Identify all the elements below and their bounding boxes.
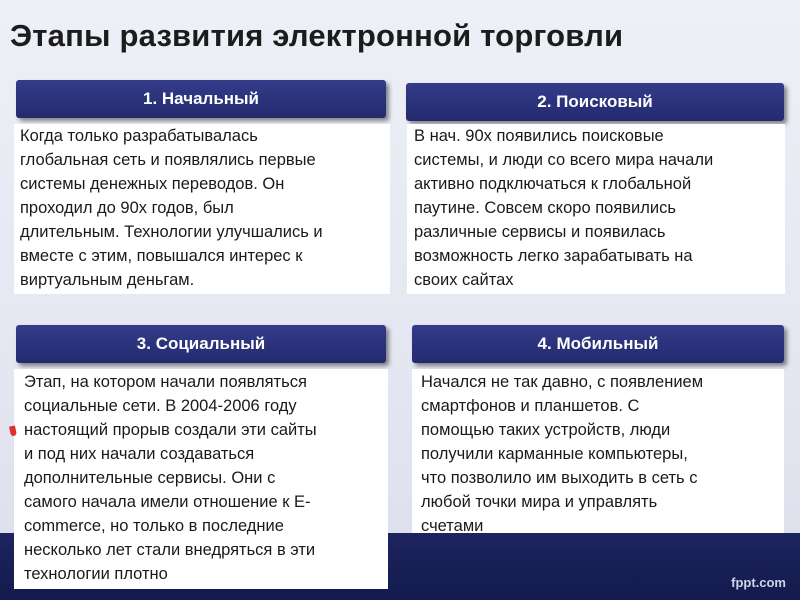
stage-4-text: Начался не так давно, с появлением смартфонов и планшетов. С помощью таких устройств, люди получили карманные компьютеры, что позволило им выходить в сеть с любой точки мира и управлять счетами (412, 369, 784, 533)
stage-3-text: Этап, на котором начали появляться социальные сети. В 2004-2006 году настоящий прорыв создали эти сайты и под них начали создаваться дополнительные сервисы. Они с самого начала имели отношение к E- commerce, но только в последние несколько лет стали внедряться в эти технологии плотно (14, 369, 388, 589)
stage-4-header: 4. Мобильный (412, 325, 784, 363)
stage-1-text: Когда только разрабатывалась глобальная сеть и появлялись первые системы денежных переводов. Он проходил до 90х годов, был длительным. Технологии улучшались и вместе с этим, повышался интерес к виртуальным деньгам. (14, 124, 390, 294)
stage-2-header: 2. Поисковый (406, 83, 784, 121)
stage-3-header: 3. Социальный (16, 325, 386, 363)
stage-1-header: 1. Начальный (16, 80, 386, 118)
slide-title: Этапы развития электронной торговли (10, 18, 624, 53)
stage-2-text: В нач. 90х появились поисковые системы, и люди со всего мира начали активно подключаться к глобальной паутине. Совсем скоро появились различные сервисы и появилась возможность легко зарабатывать на своих сайтах (407, 124, 785, 294)
brand-logo-text: fppt.com (731, 575, 786, 590)
